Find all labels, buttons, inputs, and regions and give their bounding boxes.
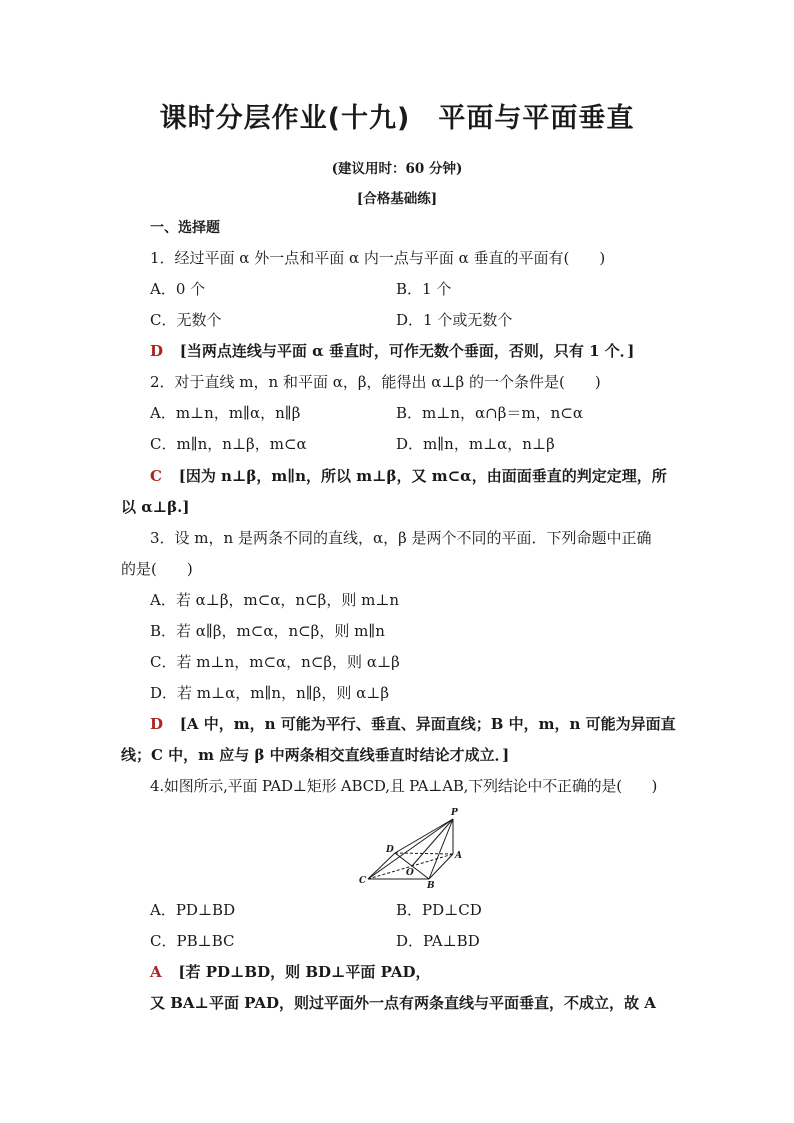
label-D: D [386,845,394,855]
q1-option-b: B．1 个 [396,280,452,298]
section-heading: 一、选择题 [150,220,220,236]
q3-option-b: B．若 α∥β，m⊂α，n⊂β，则 m∥n [150,622,385,640]
q3-explanation-line1: [A 中，m，n 可能为平行、垂直、异面直线；B 中，m，n 可能为异面直 [179,715,676,733]
label-C: C [359,876,367,886]
q3-stem-line1: 3．设 m，n 是两条不同的直线，α，β 是两个不同的平面．下列命题中正确 [150,529,652,547]
q3-option-c: C．若 m⊥n，m⊂α，n⊂β，则 α⊥β [150,653,400,671]
q4-stem: 4.如图所示,平面 PAD⊥矩形 ABCD,且 PA⊥AB,下列结论中不正确的是( ) [150,777,658,795]
label-B: B [427,881,435,888]
q3-stem-line2: 的是( ) [121,560,193,578]
q2-answer [150,466,667,486]
q3-answer [150,714,676,734]
edge-CD [368,853,395,879]
q1-option-d: D．1 个或无数个 [396,311,513,329]
label-A: A [455,851,462,861]
page-title: 课时分层作业(十九) 平面与平面垂直 [159,103,635,134]
q3-explanation-line2: 线；C 中，m 应与 β 中两条相交直线垂直时结论才成立．] [121,746,510,764]
q3-answer-letter: D [150,715,164,733]
q2-option-c: C．m∥n，n⊥β，m⊂α [150,435,307,453]
q4-option-d: D．PA⊥BD [396,932,480,950]
q1-explanation: [当两点连线与平面 α 垂直时，可作无数个垂面，否则，只有 1 个．] [179,342,635,360]
label-O: O [406,868,414,878]
edge-PO [412,819,453,866]
q2-stem: 2．对于直线 m，n 和平面 α，β，能得出 α⊥β 的一个条件是( ) [150,373,601,391]
q2-option-b: B．m⊥n，α∩β＝m，n⊂α [396,404,583,422]
level-heading: [合格基础练] [356,191,438,207]
edge-PD [395,819,453,853]
q1-option-a: A．0 个 [150,280,206,298]
q4-explanation-line2: 又 BA⊥平面 PAD，则过平面外一点有两条直线与平面垂直，不成立，故 A [150,994,656,1012]
q4-answer [150,962,430,982]
q4-option-a: A．PD⊥BD [150,901,236,919]
q3-option-a: A．若 α⊥β，m⊂α，n⊂β，则 m⊥n [150,591,400,609]
q1-answer [150,341,634,361]
q4-explanation-line1: [若 PD⊥BD，则 BD⊥平面 PAD， [178,963,431,981]
q3-option-d: D．若 m⊥α，m∥n，n∥β，则 α⊥β [150,684,390,702]
q4-option-b: B．PD⊥CD [396,901,482,919]
q2-option-a: A．m⊥n，m∥α，n∥β [150,404,301,422]
q1-stem: 1．经过平面 α 外一点和平面 α 内一点与平面 α 垂直的平面有( ) [150,249,606,267]
q1-answer-letter: D [150,342,164,360]
q2-explanation-line2: 以 α⊥β.] [121,498,190,516]
q4-answer-letter: A [150,963,162,981]
q4-option-c: C．PB⊥BC [150,932,235,950]
q2-answer-letter: C [150,467,162,485]
q2-explanation-line1: [因为 n⊥β，m∥n，所以 m⊥β，又 m⊂α，由面面垂直的判定定理，所 [178,467,667,485]
pyramid-figure [355,806,470,888]
q1-option-c: C．无数个 [150,311,222,329]
label-P: P [451,808,458,818]
time-note: (建议用时：60 分钟) [331,161,463,177]
q2-option-d: D．m∥n，m⊥α，n⊥β [396,435,555,453]
